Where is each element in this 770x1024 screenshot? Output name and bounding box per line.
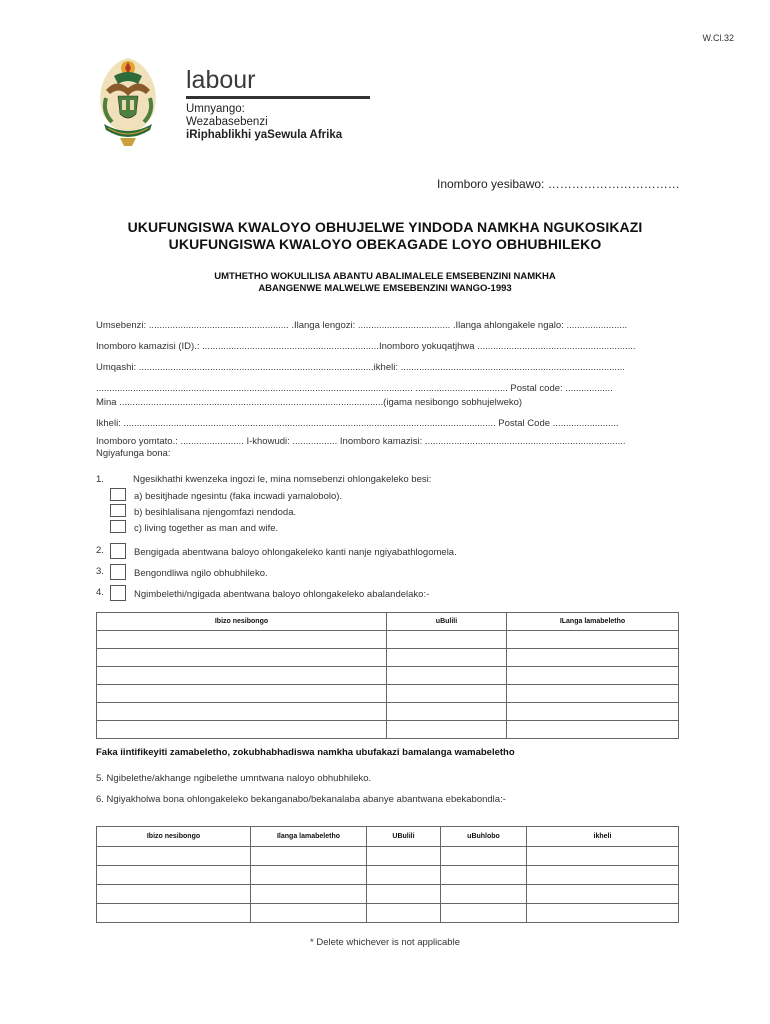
item-3-text: Bengondliwa ngilo obhubhileko.: [134, 568, 268, 579]
table-cell[interactable]: [251, 866, 367, 885]
item-4-number: 4.: [96, 587, 104, 598]
oath-intro: Ngiyafunga bona:: [96, 448, 171, 459]
brand-name: labour: [186, 66, 256, 94]
table-cell[interactable]: [251, 847, 367, 866]
item-1-text: Ngesikhathi kwenzeka ingozi le, mina nomsebenzi ohlongakeleko besi:: [133, 474, 432, 485]
table-cell[interactable]: [97, 667, 387, 685]
option-a-checkbox[interactable]: [110, 488, 126, 501]
table-cell[interactable]: [527, 904, 679, 923]
other-children-table: [96, 826, 679, 923]
option-b-label: b) besihlalisana njengomfazi nendoda.: [134, 507, 297, 518]
table-cell[interactable]: [97, 721, 387, 739]
form-title-line-2: UKUFUNGISWA KWALOYO OBEKAGADE LOYO OBHUBHILEKO: [168, 236, 602, 252]
department-block: [186, 103, 342, 142]
item-5-text: 5. Ngibelethe/akhange ngibelethe umntwana naloyo obhubhileko.: [96, 773, 372, 784]
table-cell[interactable]: [367, 866, 441, 885]
table-row: [97, 667, 679, 685]
item-3-number: 3.: [96, 566, 104, 577]
table-row: [97, 866, 679, 885]
table-cell[interactable]: [97, 631, 387, 649]
reference-number-field[interactable]: Inomboro yesibawo: ……………………………: [437, 177, 680, 191]
table-cell[interactable]: [97, 866, 251, 885]
dept-line-1: Umnyango:: [186, 103, 245, 115]
item-2-number: 2.: [96, 545, 104, 556]
item-4-checkbox[interactable]: [110, 585, 126, 601]
table-cell[interactable]: [367, 847, 441, 866]
table-cell[interactable]: [387, 667, 507, 685]
table-cell[interactable]: [97, 649, 387, 667]
col-header-name: Ibizo nesibongo: [97, 613, 387, 631]
option-a-label: a) besitjhade ngesintu (faka incwadi yamalobolo).: [134, 491, 343, 502]
table-cell[interactable]: [507, 685, 679, 703]
col-header-gender: uBulili: [387, 613, 507, 631]
employer-field-row[interactable]: Umqashi: .........................................................................................ikheli: .....................................................................................: [96, 362, 625, 373]
table-cell[interactable]: [441, 885, 527, 904]
table-cell[interactable]: [367, 885, 441, 904]
table-header-row: [97, 827, 679, 847]
col-header-name: Ibizo nesibongo: [97, 827, 251, 847]
item-2-text: Bengigada abentwana baloyo ohlongakeleko kanti nanje ngiyabathlogomela.: [134, 547, 457, 558]
form-code: W.Cl.32: [702, 33, 734, 43]
table-cell[interactable]: [367, 904, 441, 923]
table-cell[interactable]: [441, 866, 527, 885]
table-row: [97, 904, 679, 923]
table-cell[interactable]: [387, 631, 507, 649]
act-title-line-1: UMTHETHO WOKULILISA ABANTU ABALIMALELE EMSEBENZINI NAMKHA: [214, 271, 556, 282]
table-cell[interactable]: [97, 904, 251, 923]
table-cell[interactable]: [387, 721, 507, 739]
table-cell[interactable]: [251, 885, 367, 904]
table-row: [97, 685, 679, 703]
form-title-line-1: UKUFUNGISWA KWALOYO OBHUJELWE YINDODA NAMKHA NGUKOSIKAZI: [127, 219, 643, 235]
table-row: [97, 649, 679, 667]
table-cell[interactable]: [97, 885, 251, 904]
table-row: [97, 631, 679, 649]
table-cell[interactable]: [507, 667, 679, 685]
table-row: [97, 885, 679, 904]
act-title-line-2: ABANGENWE MALWELWE EMSEBENZINI WANGO-1993: [258, 283, 512, 294]
declarant-address-row[interactable]: Ikheli: ............................................................................................................................................. Postal Code .........................: [96, 418, 619, 429]
table-cell[interactable]: [507, 631, 679, 649]
employer-postal-row[interactable]: ........................................................................................................................ ................................... Postal code: ..................: [96, 383, 613, 394]
option-b-checkbox[interactable]: [110, 504, 126, 517]
table-cell[interactable]: [97, 703, 387, 721]
dept-line-3: iRiphablikhi yaSewula Afrika: [186, 129, 343, 141]
coat-of-arms-logo: [92, 54, 164, 152]
table-cell[interactable]: [527, 866, 679, 885]
table-cell[interactable]: [441, 847, 527, 866]
option-c-label: c) living together as man and wife.: [134, 523, 279, 534]
table-cell[interactable]: [97, 847, 251, 866]
table-row: [97, 847, 679, 866]
declarant-name-row[interactable]: Mina ....................................................................................................(igama nesibongo sobhujelweko): [96, 397, 523, 408]
table-cell[interactable]: [97, 685, 387, 703]
table-cell[interactable]: [507, 649, 679, 667]
item-3-checkbox[interactable]: [110, 564, 126, 580]
col-header-gender: UBulili: [367, 827, 441, 847]
certificates-note: Faka iintifikeyiti zamabeletho, zokubhabhadiswa namkha ubufakazi bamalanga wamabeletho: [96, 747, 515, 758]
id-number-field-row[interactable]: Inomboro kamazisi (ID).: ...................................................................Inomboro yokuqatjhwa ............................................................: [96, 341, 636, 352]
item-4-text: Ngimbelethi/ngigada abentwana baloyo ohlongakeleko abalandelako:-: [134, 589, 430, 600]
col-header-birthdate: ILanga lamabeletho: [507, 613, 679, 631]
col-header-relationship: uBuhlobo: [441, 827, 527, 847]
children-table: [96, 612, 679, 739]
footer-note: * Delete whichever is not applicable: [310, 937, 460, 948]
dept-line-2: Wezabasebenzi: [186, 116, 268, 128]
item-2-checkbox[interactable]: [110, 543, 126, 559]
table-cell[interactable]: [387, 685, 507, 703]
table-cell[interactable]: [387, 649, 507, 667]
phone-code-id-row[interactable]: Inomboro yomtato.: ........................ I-khowudi: ................. Inomboro kamazisi: ............................................................................: [96, 436, 626, 447]
table-row: [97, 721, 679, 739]
table-cell[interactable]: [441, 904, 527, 923]
table-cell[interactable]: [527, 847, 679, 866]
employee-field-row[interactable]: Umsebenzi: ..................................................... .Ilanga lengozi: ................................... .Ilanga ahlongakele ngalo: .......................: [96, 320, 628, 331]
table-row: [97, 703, 679, 721]
table-cell[interactable]: [507, 721, 679, 739]
item-1-number: 1.: [96, 474, 104, 485]
table-header-row: [97, 613, 679, 631]
option-c-checkbox[interactable]: [110, 520, 126, 533]
col-header-birthdate: Ilanga lamabeletho: [251, 827, 367, 847]
item-6-text: 6. Ngiyakholwa bona ohlongakeleko bekanganabo/bekanalaba abanye abantwana ebekabondla:-: [96, 794, 506, 805]
table-cell[interactable]: [507, 703, 679, 721]
col-header-address: ikheli: [527, 827, 679, 847]
table-cell[interactable]: [251, 904, 367, 923]
table-cell[interactable]: [527, 885, 679, 904]
table-cell[interactable]: [387, 703, 507, 721]
brand-divider: [186, 96, 370, 99]
